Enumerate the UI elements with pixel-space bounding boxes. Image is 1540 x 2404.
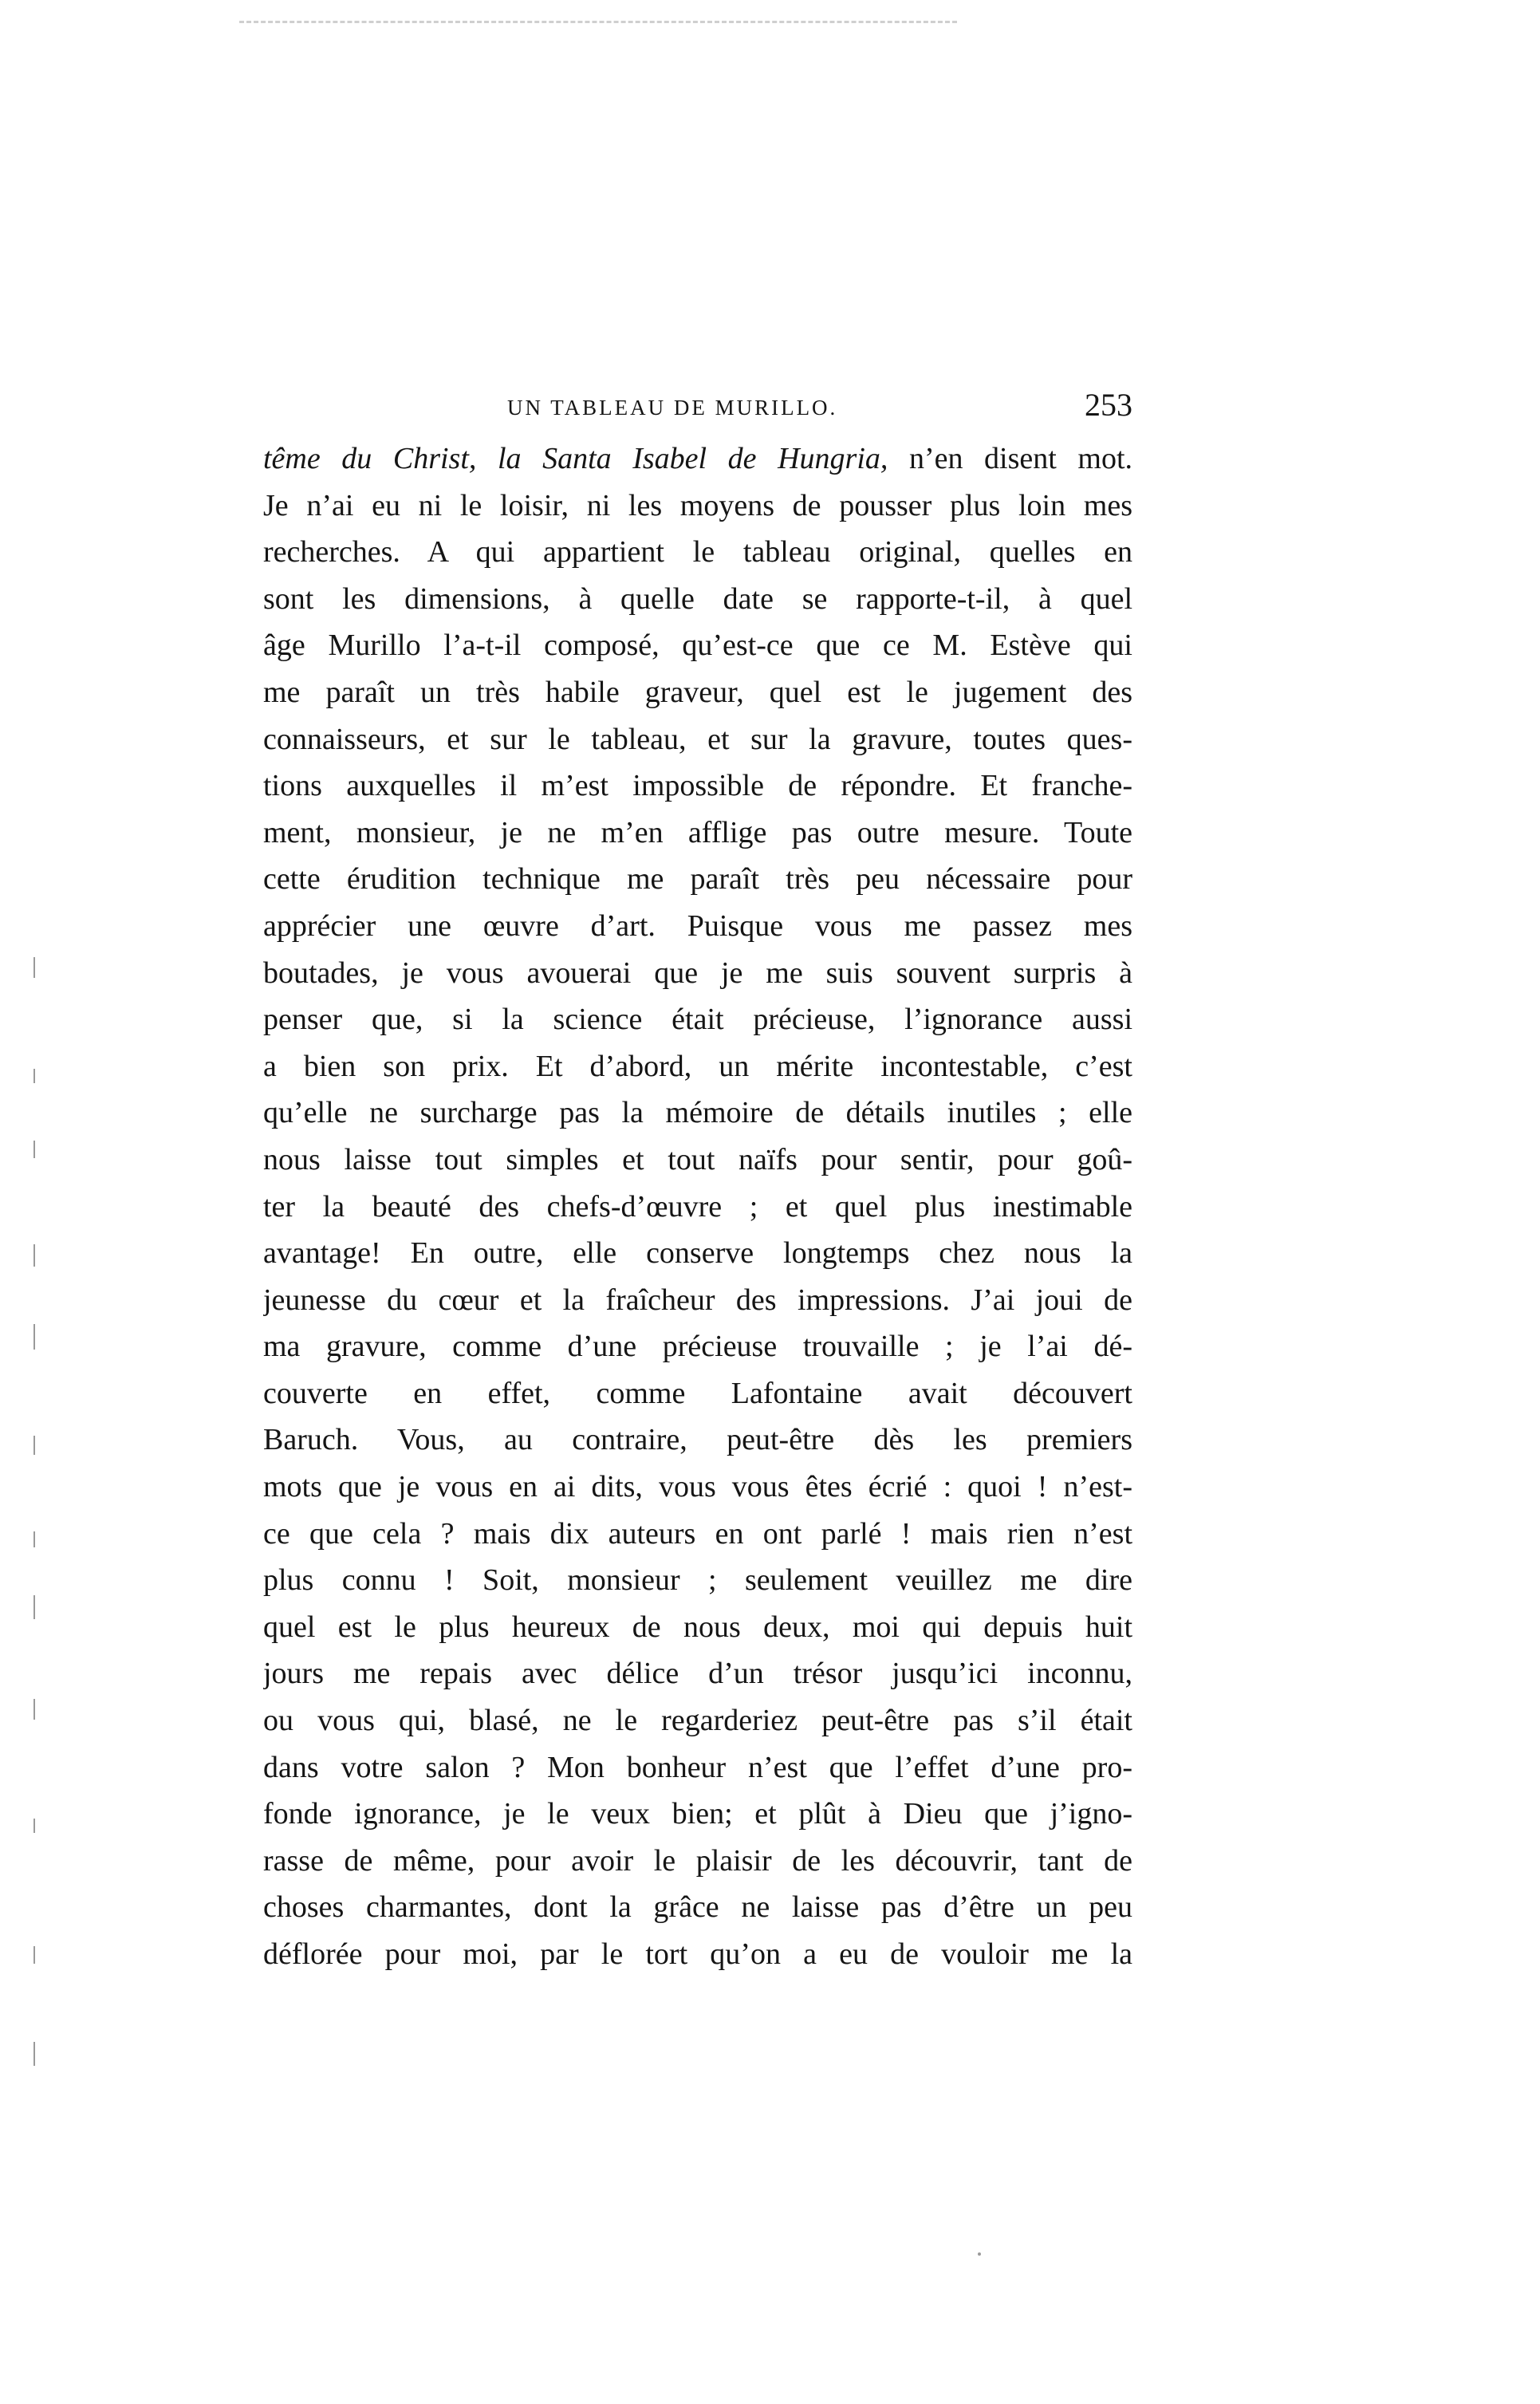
text-line: tions auxquelles il m’est impossible de répondre. Et franche- bbox=[263, 769, 1132, 803]
text-line: fonde ignorance, je le veux bien; et plût à Dieu que j’igno- bbox=[263, 1797, 1132, 1831]
text-line bbox=[263, 435, 1132, 483]
text-line: ter la beauté des chefs-d’œuvre ; et quel plus inestimable bbox=[263, 1189, 1132, 1224]
body-text bbox=[263, 435, 1132, 1978]
scan-edge-rule bbox=[239, 21, 957, 23]
text-line: plus connu ! Soit, monsieur ; seulement veuillez me dire bbox=[263, 1563, 1132, 1598]
text-line: cette érudition technique me paraît très peu nécessaire pour bbox=[263, 862, 1132, 897]
text-line: jours me repais avec délice d’un trésor jusqu’ici inconnu, bbox=[263, 1657, 1132, 1691]
scan-speck bbox=[978, 2252, 981, 2256]
text-line: couverte en effet, comme Lafontaine avait découvert bbox=[263, 1376, 1132, 1410]
running-head: UN TABLEAU DE MURILLO. bbox=[507, 396, 838, 420]
text-line: boutades, je vous avouerai que je me suis souvent surpris à bbox=[263, 956, 1132, 990]
text-line: nous laisse tout simples et tout naïfs pour sentir, pour goû- bbox=[263, 1142, 1132, 1176]
text-line: ou vous qui, blasé, ne le regarderiez peut-être pas s’il était bbox=[263, 1704, 1132, 1738]
text-line: avantage! En outre, elle conserve longtemps chez nous la bbox=[263, 1236, 1132, 1271]
text-fragment: n’en disent mot. bbox=[888, 442, 1132, 475]
page-number: 253 bbox=[1085, 387, 1132, 423]
margin-scan-marks bbox=[33, 957, 40, 2154]
text-line: jeunesse du cœur et la fraîcheur des impressions. J’ai joui de bbox=[263, 1283, 1132, 1317]
text-line: âge Murillo l’a-t-il composé, qu’est-ce que ce M. Estève qui bbox=[263, 629, 1132, 663]
text-line: ce que cela ? mais dix auteurs en ont parlé ! mais rien n’est bbox=[263, 1516, 1132, 1551]
page-header bbox=[263, 389, 1132, 431]
text-line: penser que, si la science était précieuse, l’ignorance aussi bbox=[263, 1003, 1132, 1037]
text-line: Je n’ai eu ni le loisir, ni les moyens de pousser plus loin mes bbox=[263, 488, 1132, 522]
text-line: recherches. A qui appartient le tableau original, quelles en bbox=[263, 535, 1132, 569]
text-line: ment, monsieur, je ne m’en afflige pas outre mesure. Toute bbox=[263, 815, 1132, 849]
text-line: Baruch. Vous, au contraire, peut-être dès les premiers bbox=[263, 1423, 1132, 1457]
text-line: quel est le plus heureux de nous deux, moi qui depuis huit bbox=[263, 1610, 1132, 1644]
text-line: sont les dimensions, à quelle date se rapporte-t-il, à quel bbox=[263, 581, 1132, 616]
text-line: rasse de même, pour avoir le plaisir de les découvrir, tant de bbox=[263, 1843, 1132, 1878]
text-line: déflorée pour moi, par le tort qu’on a eu de vouloir me la bbox=[263, 1937, 1132, 1971]
text-line: apprécier une œuvre d’art. Puisque vous me passez mes bbox=[263, 908, 1132, 943]
text-line: me paraît un très habile graveur, quel est le jugement des bbox=[263, 675, 1132, 709]
text-line: a bien son prix. Et d’abord, un mérite incontestable, c’est bbox=[263, 1049, 1132, 1083]
text-line: connaisseurs, et sur le tableau, et sur la gravure, toutes ques- bbox=[263, 722, 1132, 756]
text-line: choses charmantes, dont la grâce ne laisse pas d’être un peu bbox=[263, 1890, 1132, 1925]
italic-titles: tême du Christ, la Santa Isabel de Hungria, bbox=[263, 442, 888, 475]
text-line: dans votre salon ? Mon bonheur n’est que l’effet d’une pro- bbox=[263, 1750, 1132, 1784]
text-line: qu’elle ne surcharge pas la mémoire de détails inutiles ; elle bbox=[263, 1096, 1132, 1130]
text-line: ma gravure, comme d’une précieuse trouvaille ; je l’ai dé- bbox=[263, 1330, 1132, 1364]
text-line: mots que je vous en ai dits, vous vous êtes écrié : quoi ! n’est- bbox=[263, 1470, 1132, 1504]
